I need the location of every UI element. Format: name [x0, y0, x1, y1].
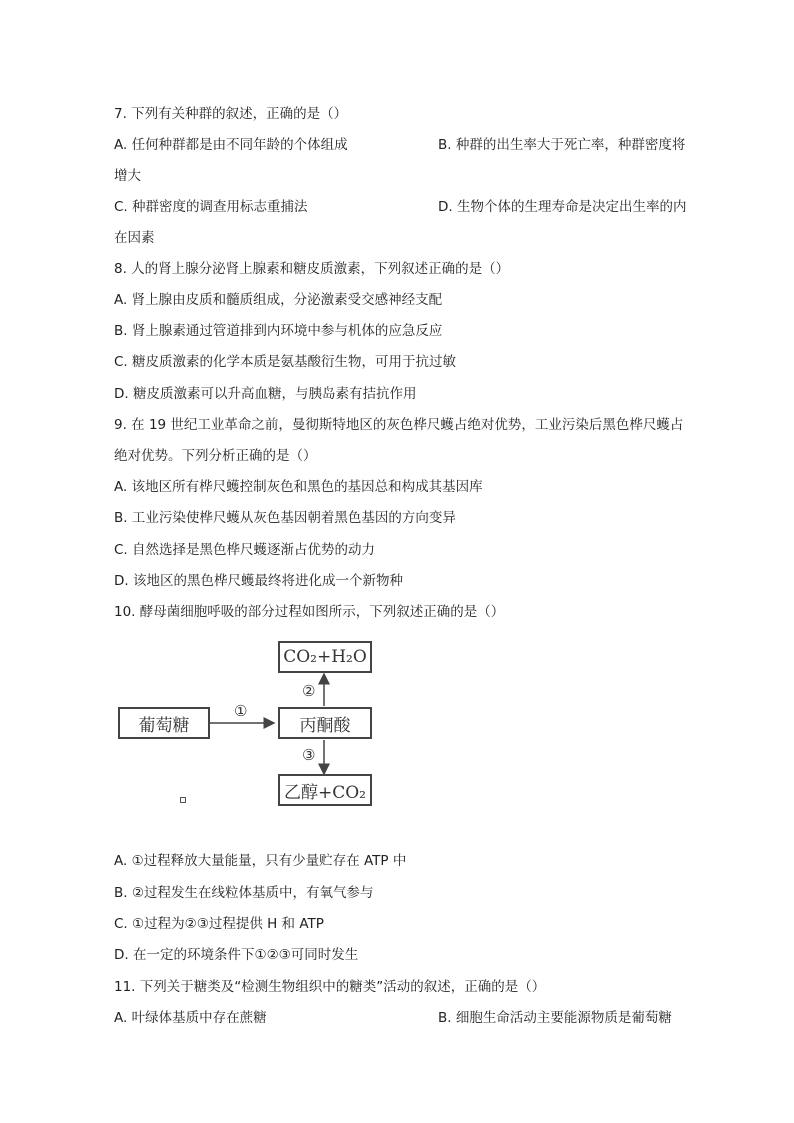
option-d: D. 糖皮质激素可以升高血糖，与胰岛素有拮抗作用 — [114, 386, 417, 402]
option-d: D. 生物个体的生理寿命是决定出生率的内 — [438, 199, 687, 215]
respiration-diagram — [114, 638, 386, 810]
option-c: C. 种群密度的调查用标志重捕法 — [114, 199, 308, 215]
question-stem: 9. 在 19 世纪工业革命之前，曼彻斯特地区的灰色桦尺蠖占绝对优势，工业污染后黑色桦尺蠖占 — [114, 417, 684, 433]
question-stem: 10. 酵母菌细胞呼吸的部分过程如图所示，下列叙述正确的是（） — [114, 604, 505, 620]
option-b: B. 细胞生命活动主要能源物质是葡萄糖 — [438, 1010, 672, 1026]
step-3-label: ③ — [302, 746, 316, 764]
option-b: B. 种群的出生率大于死亡率，种群密度将 — [438, 137, 686, 153]
option-b-continued: 增大 — [114, 168, 141, 184]
co2-h2o-box: CO₂+H₂O — [278, 641, 372, 673]
pyruvate-box: 丙酮酸 — [278, 707, 372, 739]
small-square-mark — [180, 797, 186, 803]
step-2-label: ② — [302, 682, 316, 700]
glucose-box: 葡萄糖 — [118, 707, 210, 739]
option-b: B. 肾上腺素通过管道排到内环境中参与机体的应急反应 — [114, 323, 443, 339]
option-a: A. 肾上腺由皮质和髓质组成，分泌激素受交感神经支配 — [114, 292, 443, 308]
question-stem: 11. 下列关于糖类及“检测生物组织中的糖类”活动的叙述，正确的是（） — [114, 979, 546, 995]
question-stem: 7. 下列有关种群的叙述，正确的是（） — [114, 106, 348, 122]
option-a: A. 该地区所有桦尺蠖控制灰色和黑色的基因总和构成其基因库 — [114, 479, 483, 495]
option-a: A. ①过程释放大量能量，只有少量贮存在 ATP 中 — [114, 853, 407, 869]
question-stem-continued: 绝对优势。下列分析正确的是（） — [114, 448, 317, 464]
option-c: C. ①过程为②③过程提供 H 和 ATP — [114, 916, 324, 932]
option-d: D. 在一定的环境条件下①②③可同时发生 — [114, 947, 359, 963]
option-a: A. 叶绿体基质中存在蔗糖 — [114, 1010, 267, 1026]
option-b: B. ②过程发生在线粒体基质中，有氧气参与 — [114, 885, 374, 901]
option-a: A. 任何种群都是由不同年龄的个体组成 — [114, 137, 348, 153]
option-b: B. 工业污染使桦尺蠖从灰色基因朝着黑色基因的方向变异 — [114, 510, 456, 526]
option-d-continued: 在因素 — [114, 230, 155, 246]
ethanol-co2-box: 乙醇+CO₂ — [278, 774, 372, 806]
option-d: D. 该地区的黑色桦尺蠖最终将进化成一个新物种 — [114, 573, 403, 589]
option-c: C. 糖皮质激素的化学本质是氨基酸衍生物，可用于抗过敏 — [114, 354, 457, 370]
step-1-label: ① — [234, 702, 248, 720]
option-c: C. 自然选择是黑色桦尺蠖逐渐占优势的动力 — [114, 542, 376, 558]
question-stem: 8. 人的肾上腺分泌肾上腺素和糖皮质激素，下列叙述正确的是（） — [114, 261, 510, 277]
